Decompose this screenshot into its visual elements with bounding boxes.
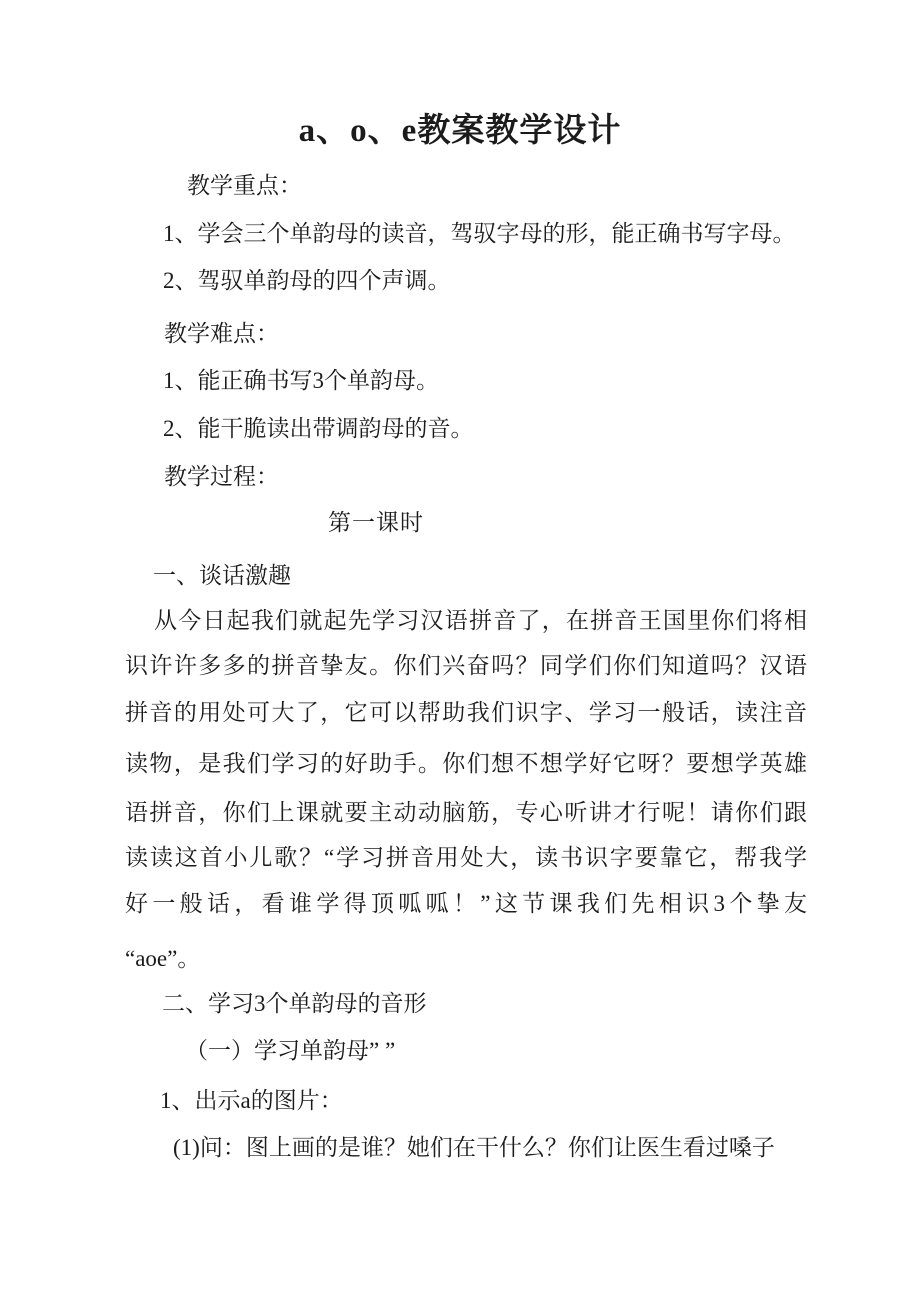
section-2-question-1: (1)问：图上画的是谁？她们在干什么？你们让医生看过嗓子: [173, 1135, 775, 1160]
paragraph-line-2: 识许许多多的拼音挚友。你们兴奋吗？同学们你们知道吗？汉语: [125, 653, 807, 678]
document-title: a、o、e教案教学设计: [298, 113, 622, 149]
key-points-item-1: 1、学会三个单韵母的读音，驾驭字母的形，能正确书写字母。: [163, 221, 796, 246]
paragraph-line-8: “aoe”。: [125, 946, 201, 971]
key-points-item-2: 2、驾驭单韵母的四个声调。: [163, 268, 451, 293]
difficulties-item-2: 2、能干脆读出带调韵母的音。: [163, 416, 474, 441]
section-2-step-1: 1、出示a的图片：: [160, 1088, 343, 1113]
lesson-one-heading: 第一课时: [328, 510, 424, 535]
difficulties-heading: 教学难点：: [164, 321, 279, 346]
paragraph-line-3: 拼音的用处可大了，它可以帮助我们识字、学习一般话，读注音: [125, 700, 807, 725]
paragraph-line-7: 好一般话，看谁学得顶呱呱！”这节课我们先相识3个挚友: [125, 891, 807, 916]
paragraph-line-6: 读读这首小儿歌？“学习拼音用处大，读书识字要靠它，帮我学: [125, 845, 807, 870]
difficulties-item-1: 1、能正确书写3个单韵母。: [163, 368, 439, 393]
section-1-heading: 一、谈话激趣: [153, 563, 291, 588]
process-heading: 教学过程：: [164, 464, 279, 489]
section-2-heading: 二、学习3个单韵母的音形: [162, 991, 427, 1016]
paragraph-line-1: 从今日起我们就起先学习汉语拼音了，在拼音王国里你们将相: [154, 608, 807, 633]
paragraph-line-5: 语拼音，你们上课就要主动动脑筋，专心听讲才行呢！请你们跟: [125, 800, 807, 825]
key-points-heading: 教学重点：: [187, 173, 302, 198]
section-2-subheading: （一）学习单韵母” ”: [185, 1038, 396, 1063]
paragraph-line-4: 读物，是我们学习的好助手。你们想不想学好它呀？要想学英雄: [125, 751, 807, 776]
